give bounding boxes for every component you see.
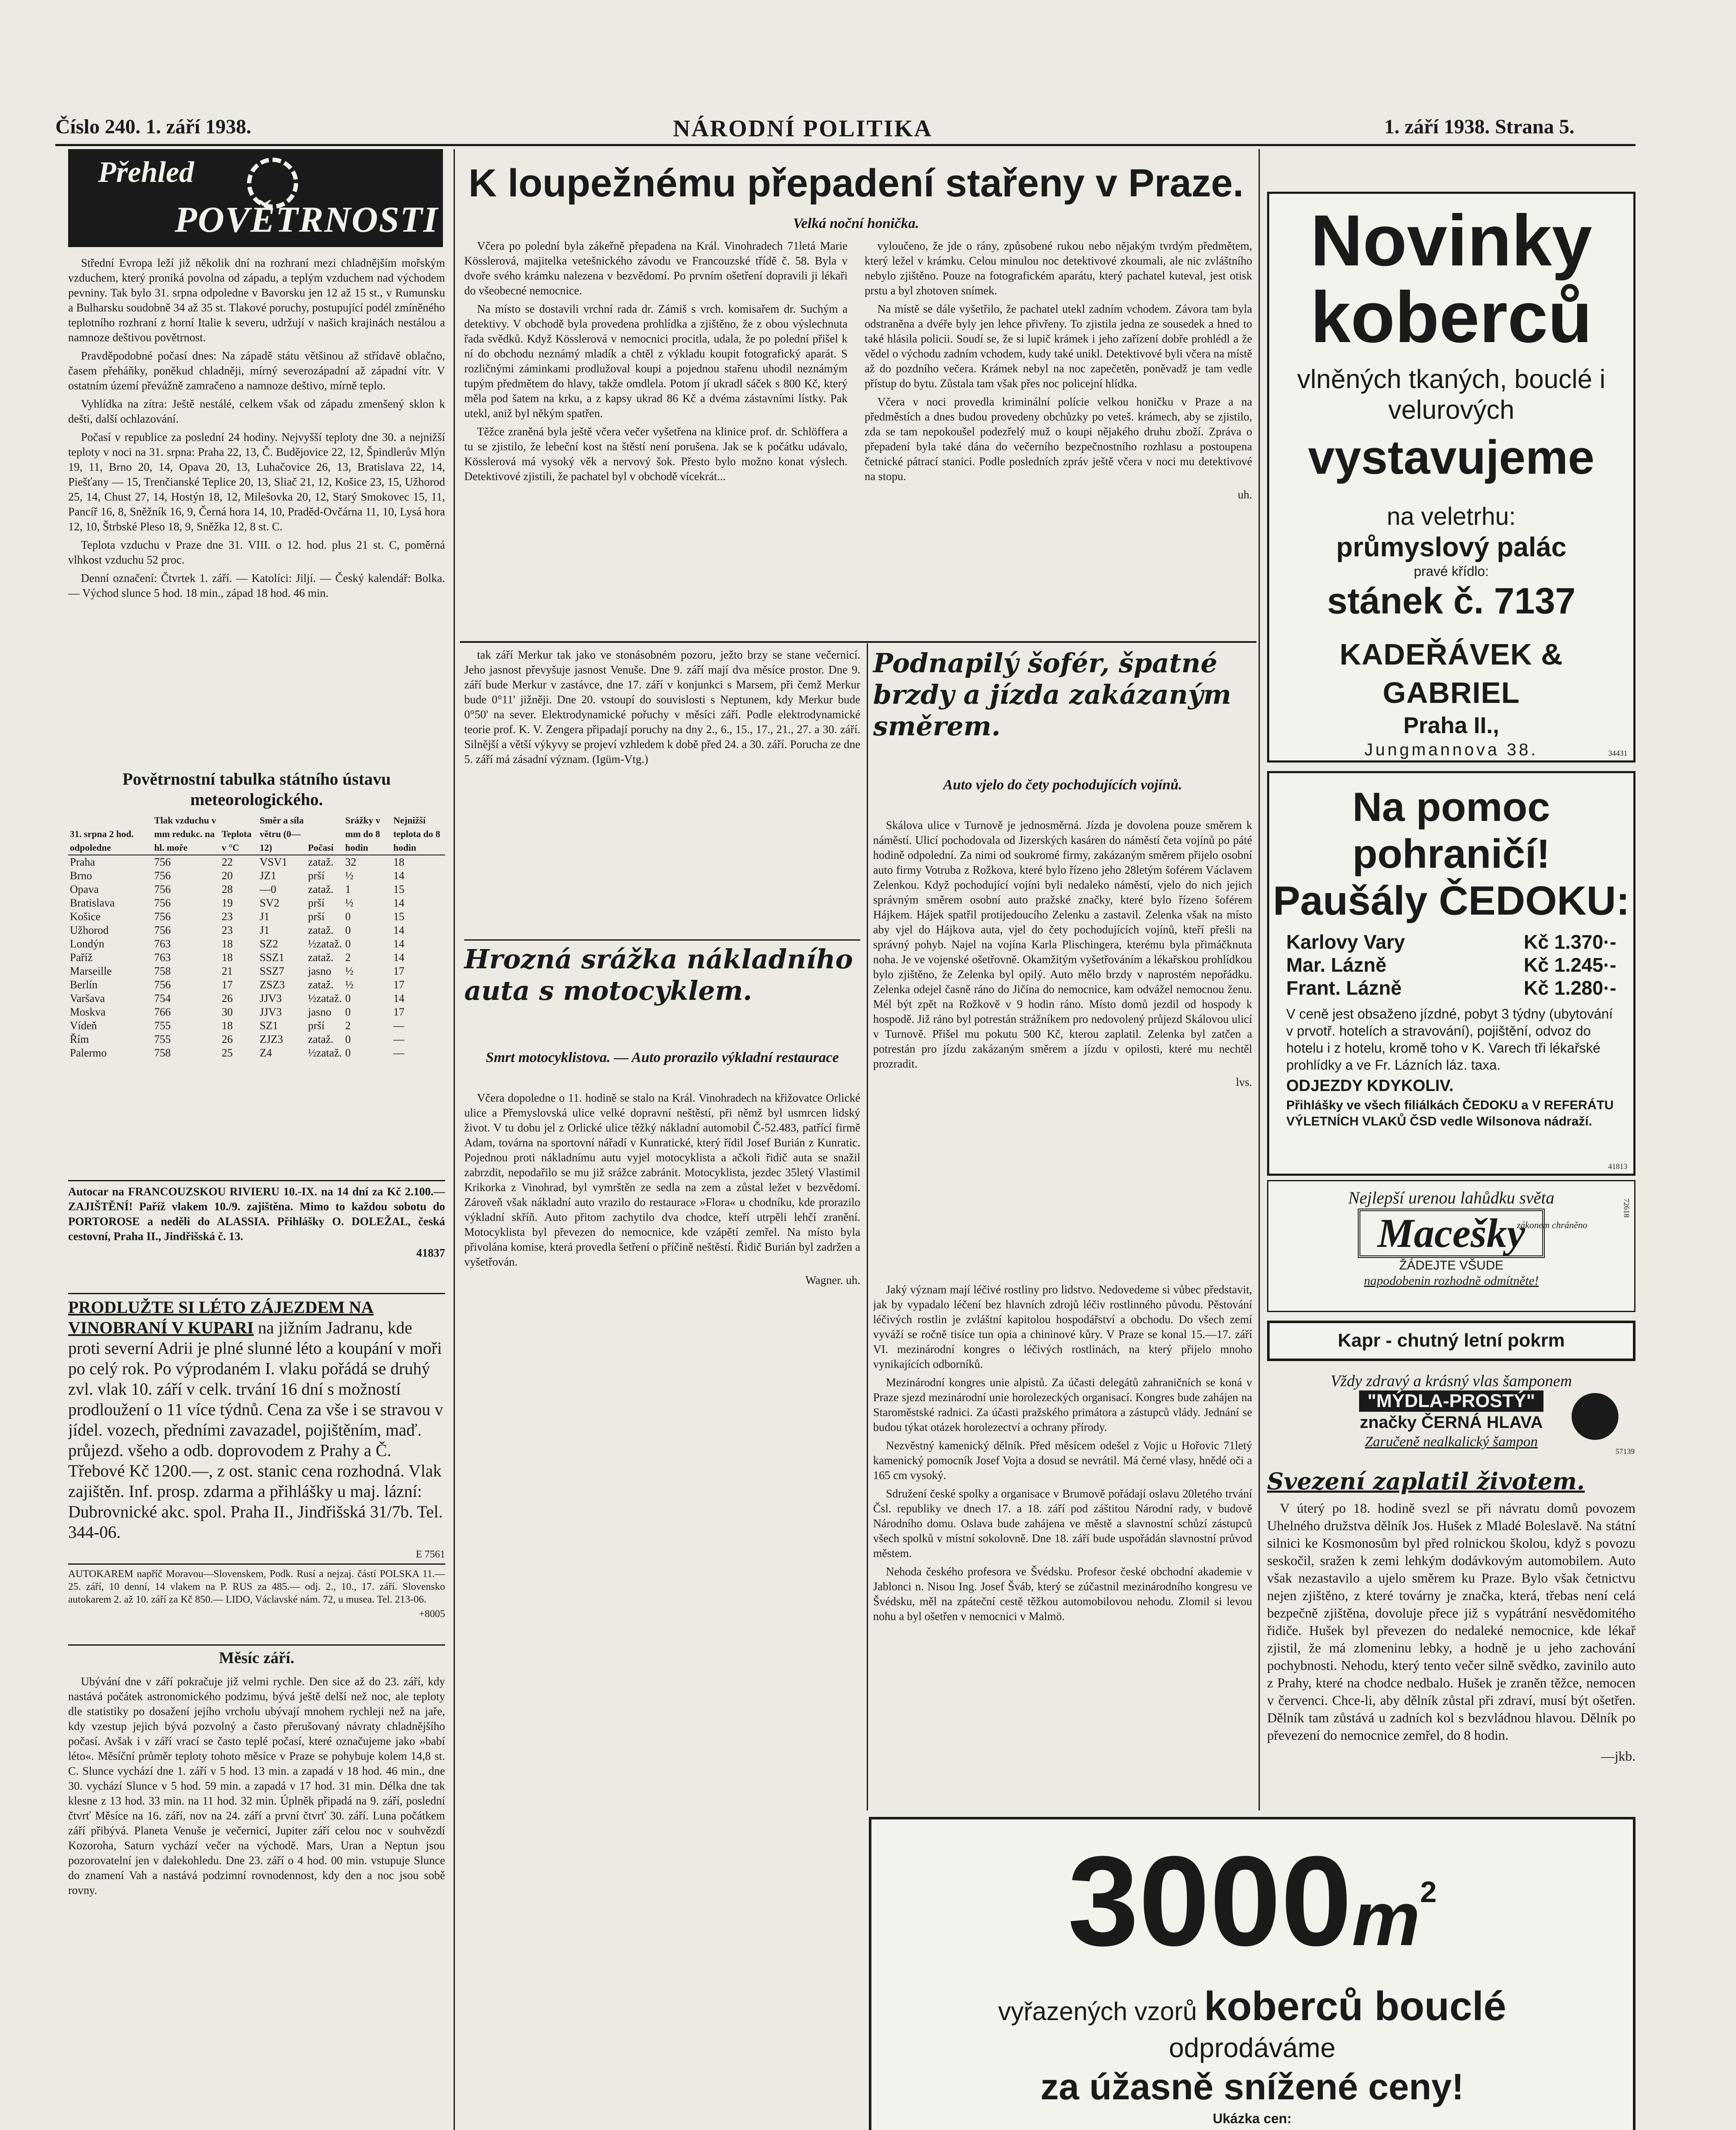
table-row <box>68 896 445 910</box>
price-row: Mar. Lázně Kč 1.245·- <box>1286 954 1616 976</box>
table-cell: 756 <box>154 979 171 991</box>
weather-table-wrap <box>68 814 445 1176</box>
table-cell: J1 <box>259 910 270 923</box>
table-row <box>68 992 445 1005</box>
table-row <box>68 924 445 937</box>
ad-carpet-big: $3000m^2$ <box>1067 1829 1437 1972</box>
ad-novinky-brand: KADEŘÁVEK & GABRIEL <box>1339 638 1563 709</box>
table-cell: 763 <box>154 951 171 964</box>
ad-riviera: Autocar na FRANCOUZSKOU RIVIERU 10.-IX. na 14 dní za Kč 2.100.— ZAJIŠTĚNÍ! Paříž vlakem 10./9. zajištěna. Mimo to každou sobotu do PORTOROSE a neděli do ALASSIA. Přihlášky O. DOLEŽAL, česká cestovní, Praha II., Jindřišská č. 13. 41837 <box>68 1185 445 1259</box>
brief-item: Nezvěstný kamenický dělník. Před měsícem odešel z Vojic u Hořovic 71letý kamenický pomocník Josef Vojta a dosud se nevrátil. Má černé vlasy, hnědé oči a 165 cm vysoký. <box>873 1439 1252 1482</box>
ad-cedok-prices <box>1286 930 1616 999</box>
ad-novinky-line: koberců <box>1310 277 1592 358</box>
column-rule <box>867 643 868 1810</box>
table-row <box>68 1005 445 1019</box>
ad-kapr-text: Kapr - chutný letní pokrm <box>1338 1330 1565 1351</box>
table-cell: 18 <box>221 938 233 950</box>
table-cell: 0 <box>345 1033 351 1045</box>
table-cell: 758 <box>154 965 171 977</box>
table-cell: 754 <box>154 992 171 1005</box>
table-cell-city: Varšava <box>70 992 105 1005</box>
ad-macesky <box>1267 1180 1635 1312</box>
weather-table-title: Povětrnostní tabulka státního ústavu meteorologického. <box>122 769 391 809</box>
table-cell: 26 <box>221 992 233 1005</box>
robbery-subtitle: Velká noční honička. <box>793 216 919 231</box>
divider <box>68 1180 445 1181</box>
table-cell: J1 <box>259 924 270 936</box>
table-cell-city: Vídeň <box>70 1019 97 1032</box>
ad-novinky-koberci <box>1267 192 1635 763</box>
ad-macesky-line: ŽÁDEJTE VŠUDE <box>1399 1258 1504 1272</box>
ad-macesky-line: Nejlepší urenou lahůdku světa <box>1348 1188 1555 1207</box>
table-cell: SZ1 <box>259 1019 279 1032</box>
table-cell: 766 <box>154 1006 171 1018</box>
table-cell: 17 <box>393 965 405 977</box>
price-row: Frant. Lázně Kč 1.280·- <box>1286 977 1616 999</box>
weather-banner <box>68 149 443 247</box>
planets-article: tak září Merkur tak jako ve stonásobném pozoru, ježto brzy se stane večernicí. Jeho jasnost převyšuje jasnost Venuše. Dne 9. září mají dva měsíce prostor. Dne 9. září bude Merkur v zastávce, dne 17. září v konjunkci s Marsem, při čemž Merkur bude 0°11' jižněji. Dne 20. vstoupí do souvislosti s Neptunem, kdy Merkur bude 0°50' na sever. Elektrodynamické pořuchy v měsíci září. Podle elektrodynamické teorie prof. K. V. Zengera připadají poruchy na dny 2., 6., 15., 17., 21., 27. a 30. září. Silnější a větší výkyvy se projeví vzhledem k době před 24. a 30. září. Porucha ze dne 5. září má zásadní význam. (Igüm-Vtg.) <box>464 648 860 766</box>
table-cell: JJV3 <box>259 992 282 1005</box>
driver-title: Podnapilý šofér, špatné brzdy a jízda zakázaným směrem. <box>873 648 1231 742</box>
table-cell: ½zataž. <box>308 938 342 950</box>
table-row <box>68 937 445 951</box>
ad-carpet-line: vyřazených vzorů koberců bouclé <box>998 1983 1506 2029</box>
table-cell: 22 <box>221 856 233 868</box>
table-cell: SSZ1 <box>259 951 285 964</box>
column-header: Srážky v mm do 8 hodin <box>343 814 391 855</box>
brief-item: Mezinárodní kongres unie alpistů. Za účasti delegátů zahraničních se koná v Praze sjezd mezinárodní unie horolezeckých organisací. Kongres bude zahájen na Staroměstské radnici. Za účasti pražského primátora a zástupců vlády. Jednání se budou týkat otázek horolezectví a ochrany přírody. <box>873 1376 1252 1433</box>
month-title: Měsíc září. <box>218 1649 295 1667</box>
brief-item: Nehoda českého profesora ve Švédsku. Profesor české obchodní akademie v Jablonci n. Nisou Ing. Josef Šváb, který se zúčastnil mezinárodního kongresu ve Švédsku, měl na zpáteční cestě těžkou automobilovou nehodu. Zlomil si levou nohu a byl ošetřen v nemocnici v Malmö. <box>873 1565 1252 1623</box>
table-cell-city: Paříž <box>70 951 93 964</box>
weather-paragraph: Teplota vzduchu v Praze dne 31. VIII. o 12. hod. plus 21 st. C, poměrná vlhkost vzduchu 52 proc. <box>68 538 445 566</box>
ad-novinky-line: průmyslový palác <box>1336 532 1566 562</box>
table-cell-city: Marseille <box>70 965 112 977</box>
table-cell: prší <box>308 1019 325 1032</box>
table-cell: 19 <box>221 897 233 909</box>
brief-item: Jaký význam mají léčivé rostliny pro lidstvo. Nedovedeme si vůbec představit, jak by vypadalo léčení bez hlavních zdrojů léčiv rostlinného původu. Pěstování léčivých rostlin je zvláštní kapitolou hospodářství a obchodu. Do všech zemí vyváží se ročně tisíce tun opia a chininové kůry. V Praze se konal 15.—17. září VI. mezinárodní kongres o léčivých rostlinách, na který přijelo mnoho vynikajících odborníků. <box>873 1283 1252 1370</box>
weather-paragraph: Počasí v republice za poslední 24 hodiny. Nejvyšší teploty dne 30. a nejnižší teploty v noci na 31. srpna: Praha 22, 13, Č. Budějovice 22, 12, Špindlerův Mlýn 19, 11, Brno 20, 14, Opava 20, 13, Luhačovice 26, 13, Bratislava 22, 14, Piešťany — 15, Trenčianské Teplice 20, 13, Sliač 21, 12, Košice 23, 15, Užhorod 25, 14, Chust 27, 14, Hostýn 18, 12, Milešovka 20, 12, Starý Smokovec 15, 11, Pancíř 16, 8, Sněžník 16, 9, Černá hora 14, 10, Praděd-Ovčárna 11, 10, Lysá hora 12, 10, Štrbské Pleso 18, 9, Sněžka 12, 8 st. C. <box>68 431 445 533</box>
weather-banner-small: Přehled <box>98 156 194 189</box>
ad-mydlo-line: značky ČERNÁ HLAVA <box>1359 1413 1543 1432</box>
moto-title: Hrozná srážka nákladního auta s motocyklem. <box>464 944 853 1006</box>
brief-item: Sdružení české spolky a organisace v Brumově pořádají oslavu 20letého trvání Čsl. republiky ve dnech 17. a 18. září pod záštitou Národní rady, v budově Národního domu. Oslava bude zahájena ve městě a slavnostní schůzí zástupců všech spolků v místní sokolovně. Dne 18. září bude uspořádán slavnostní průvod městem. <box>873 1487 1252 1560</box>
table-cell: jasno <box>308 1006 331 1018</box>
ad-macesky-line: napodobenin rozhodně odmítněte! <box>1364 1274 1539 1288</box>
table-cell: 0 <box>345 1006 351 1018</box>
table-cell: ½zataž. <box>308 992 342 1005</box>
ad-autokarem: AUTOKAREM napříč Moravou—Slovenskem, Podk. Rusí a nejzaj. částí POLSKA 11.—25. září, 10 denní, 14 vlakem na P. RUS za 485.— odj. 2., 10., 17. září. Slovensko autokarem 2. až 10. září za Kč 850.— LIDO, Václavské nám. 72, u musea. Tel. 213-06. +8005 <box>68 1569 445 1620</box>
table-cell: 2 <box>345 1019 351 1032</box>
divider <box>464 939 860 941</box>
divider <box>460 641 1256 643</box>
ad-code: 41813 <box>1608 1162 1627 1171</box>
table-cell: 14 <box>393 992 405 1005</box>
ad-novinky-line: Praha II., <box>1403 713 1500 738</box>
table-cell: 756 <box>154 910 171 923</box>
briefs <box>873 1282 1252 1815</box>
table-cell: 755 <box>154 1033 171 1045</box>
table-cell: SZ2 <box>259 938 279 950</box>
weather-paragraph: Pravděpodobné počasí dnes: Na západě státu většinou až střídavě oblačno, časem přeháňky, poněkud chladněji, mírný severozápadní až západní vítr. V ostatním území převážně zamračeno a namnoze deštivo, mírně teplo. <box>68 349 445 392</box>
table-cell-city: Bratislava <box>70 897 115 909</box>
table-cell: 17 <box>393 1006 405 1018</box>
table-cell: 17 <box>393 979 405 991</box>
table-cell: ½ <box>345 897 354 909</box>
table-cell: prší <box>308 897 325 909</box>
column-rule <box>1259 149 1260 1810</box>
ad-carpet-sale <box>869 1817 1635 2130</box>
table-cell: 32 <box>345 856 356 868</box>
weather-table-header <box>68 814 445 855</box>
table-cell-city: Košice <box>70 910 101 923</box>
table-row <box>68 964 445 978</box>
table-cell-city: Praha <box>70 856 95 868</box>
table-row <box>68 1046 445 1060</box>
table-cell: — <box>393 1019 405 1032</box>
table-cell: 15 <box>393 910 405 923</box>
ad-macesky-protected: zákonem chráněno <box>1517 1220 1587 1230</box>
table-cell: —0 <box>259 883 276 895</box>
table-cell: 14 <box>393 938 405 950</box>
weather-table-body <box>68 855 445 1060</box>
table-row <box>68 910 445 924</box>
ad-novinky-line: vlněných tkaných, bouclé i velurových <box>1297 365 1606 425</box>
table-cell: 0 <box>345 1047 351 1059</box>
table-cell: 26 <box>221 1033 233 1045</box>
ad-novinky-line: vystavujeme <box>1308 431 1595 484</box>
table-cell: 15 <box>393 883 405 895</box>
table-cell: SV2 <box>259 897 279 909</box>
robbery-col-2: vyloučeno, že jde o rány, způsobené rukou nebo nějakým tvrdým předmětem, který ležel v krámku. Celou minulou noc detektivové zkoumali, ale nic zvláštního nebylo zjištěno. Pouze na fotografickém aparátu, který pachatel kuteval, jest otisk prstu a byl zhotoven snímek. Na místě se dále vyšetřilo, že pachatel utekl zadním vchodem. Závora tam byla odstraněna a dvéře byly jen lehce přivřeny. To zjistila jedna ze sousedek a hned to také hlásila policii. Soudí se, že si lupič krámek i jeho zařízení dobře prohlédl a že vědel o východu zadním vchodem, kudy také unikl. Detektivové byli včera na místě až do pozdního večera. Krámek nebyl na noc zapečetěn, poněvadž je tam vedle přístup do bytu. Zůstala tam však přes noc policejní hlídka. Včera v noci provedla kriminální polície velkou honičku v Praze a na předměstích a dnes budou provedeny obchůzky po veteš. krámech, aby se zjistilo, zda se tam nepokoušel podezřelý muž o koupi nějakého druhu zboží. Zpráva o přepadení byla také dána do večerního bezpečnostního rozhlasu a postoupena četnické pátrací stanici. Podle posledních zpráv ještě včera v noci mu detektivové na stopu. uh. <box>865 239 1252 501</box>
divider <box>68 1644 445 1646</box>
table-cell: ZSZ3 <box>259 979 285 991</box>
table-cell: 25 <box>221 1047 233 1059</box>
table-cell: 14 <box>393 869 405 882</box>
ad-kapr <box>1267 1321 1635 1361</box>
table-cell: SSZ7 <box>259 965 285 977</box>
column-header: Teplota v °C <box>220 814 258 855</box>
table-cell-city: Berlín <box>70 979 98 991</box>
table-cell: 23 <box>221 924 233 936</box>
ad-cedok-text: V ceně jest obsaženo jízdné, pobyt 3 týdny (ubytování v prvotř. hotelích a stravování), pojištění, odvoz do hotelu i z hotelu, kromě toho v K. Varech tři lékařské prohlídky a ve Fr. Lázních láz. taxa. <box>1286 1006 1613 1073</box>
moto-article: Včera dopoledne o 11. hodině se stalo na Král. Vinohradech na křižovatce Orlické ulice a Přemyslovská ulice velké dopravní neštěstí, při němž byl usmrcen lidský život. V tu dobu jel z Orlické ulice těžký nákladní automobil Č-52.483, patřící firmě Adam, továrna na sportovní nářadí v Kunratické, který řídil Josef Burián z Kunratic. Pojednou proti nákladnímu autu vyjel motocyklista a ačkoli řidič auta se snažil zabrzdit, nepodařilo se mu již srážce zabránit. Motocyklista, jezdec 35letý Vlastimil Krikorka z Vinohrad, byl vymrštěn ze sedla na zem a zůstal ležet v bezvědomí. Zároveň však nákladní auto vrazilo do restaurace »Flora« u chodníku, kde prorazilo výkladní skříň. Auto přitom zachytilo dva chodce, kteří utrpěli lehčí zranění. Motocyklista byl převezen do nemocnice, kde vzápětí zemřel. Na místo byla přivolána komise, která provedla šetření o příčině neštěstí. Řidič Burián byl zadržen a vyšetřován. Wagner. uh. <box>464 1091 860 1287</box>
table-cell: 756 <box>154 924 171 936</box>
ad-novinky-line: stánek č. 7137 <box>1327 581 1576 622</box>
table-cell: JJV3 <box>259 1006 282 1018</box>
table-cell: zataž. <box>308 979 333 991</box>
table-cell: JZ1 <box>259 869 276 882</box>
table-row <box>68 883 445 896</box>
weather-report <box>68 256 445 758</box>
table-cell: ½zataž. <box>308 1047 342 1059</box>
ad-novinky-line: Jungmannova 38. <box>1364 740 1538 759</box>
table-cell: ½ <box>345 869 354 882</box>
table-row <box>68 855 445 869</box>
ad-novinky-line: pravé křídlo: <box>1414 564 1489 579</box>
table-cell: 21 <box>221 965 233 977</box>
weather-paragraph: Vyhlídka na zítra: Ještě nestálé, celkem však od západu zmenšený sklon k dešti, další ochlazování. <box>68 397 445 425</box>
ad-code: 57139 <box>1615 1447 1635 1456</box>
robbery-col-1: Včera po polední byla zákeřně přepadena na Král. Vinohradech 71letá Marie Kösslerová, majitelka vetešnického závodu ve Francouzské třídě č. 58. Byla v dvoře svého krámku nalezena v bezvědomí. Po prvním ošetření dopravili ji lékaři do všeobecné nemocnice. Na místo se dostavili vrchní rada dr. Zámiš s vrch. komisařem dr. Suchým a detektivy. V obchodě byla provedena prohlídka a zjištěno, že z obou výslechnuta řada svědků. Když Kösslerová v nemocnici procitla, udala, že po polední přišel k ní do obchodu neznámý mladík a chtěl z výkladu koupit fotografický aparát. S rozličnými záminkami prodlužoval koupi a pojednou stařenu uhodil neznámým tupým předmětem do hlavy, takže omdlela. Potom jí ukradl sáček s 800 Kč, který měla pod šatem na krku, a z kapsy ukrad 86 Kč a dvéma zástavními lístky. Pak utekl, aniž byl někým spatřen. Těžce zraněná byla ještě včera večer vyšetřena na klinice prof. dr. Schlöffera a tu se zjistilo, že lebeční kost na štěstí není porušena. Jak se k počátku udávalo, Kösslerová má vysoký věk a nervový šok. Přesto bylo možno konat výslech. Detektivové zjistili, že pachatel byl v obchodě vícekrát... <box>464 239 848 483</box>
table-cell: VSV1 <box>259 856 287 868</box>
table-cell: 14 <box>393 951 405 964</box>
table-cell: zataž. <box>308 924 333 936</box>
table-cell: prší <box>308 869 325 882</box>
divider <box>68 1293 445 1294</box>
price-row: Karlovy Vary Kč 1.370·- <box>1286 931 1616 953</box>
table-cell-city: Brno <box>70 869 92 882</box>
ad-mydlo <box>1267 1372 1635 1457</box>
table-cell: 756 <box>154 883 171 895</box>
ad-mydlo-brand: "MÝDLA-PROSTÝ" <box>1359 1390 1544 1412</box>
table-row <box>68 978 445 992</box>
ad-macesky-brand: Macešky <box>1358 1209 1545 1258</box>
table-cell: Z4 <box>259 1047 272 1059</box>
ad-code: E 7561 <box>416 1549 445 1560</box>
table-cell: 14 <box>393 924 405 936</box>
table-cell-city: Palermo <box>70 1047 107 1059</box>
ad-cedok <box>1267 771 1635 1176</box>
ad-cedok-title: Na pomoc pohraničí! <box>1352 784 1550 877</box>
table-cell: 18 <box>221 951 233 964</box>
driver-subtitle: Auto vjelo do čety pochodujících vojínů. <box>943 777 1182 793</box>
ad-carpet-line: odprodáváme <box>1169 2032 1336 2063</box>
ad-vinobrani <box>68 1297 445 1561</box>
weather-table-date: 31. srpna 2 hod. odpoledne <box>68 814 152 855</box>
table-cell: ½ <box>345 965 354 977</box>
table-row <box>68 869 445 883</box>
table-cell: 30 <box>221 1006 233 1018</box>
header-rule <box>55 144 1635 146</box>
ad-mydlo-line: Vždy zdravý a krásný vlas šamponem <box>1331 1372 1572 1390</box>
table-cell: 23 <box>221 910 233 923</box>
table-cell: 28 <box>221 883 233 895</box>
masthead: NÁRODNÍ POLITIKA <box>673 115 933 142</box>
table-cell: 20 <box>221 869 233 882</box>
ad-cedok-departures: ODJEZDY KDYKOLIV. <box>1286 1077 1454 1095</box>
ad-carpet-line: Ukázka cen: <box>1213 2111 1292 2126</box>
column-header: Počasí <box>306 814 343 855</box>
weather-paragraph: Denní označení: Čtvrtek 1. září. — Katolíci: Jiljí. — Český kalendář: Bolka. — Východ slunce 5 hod. 18 min., západ 18 hod. 46 min. <box>68 572 445 599</box>
table-row <box>68 1033 445 1046</box>
table-cell: jasno <box>308 965 331 977</box>
table-cell: prší <box>308 910 325 923</box>
divider <box>68 1563 445 1565</box>
table-cell: — <box>393 1047 405 1059</box>
table-cell-city: Londýn <box>70 938 104 950</box>
table-cell: ZJZ3 <box>259 1033 283 1045</box>
table-cell: 18 <box>221 1019 233 1032</box>
table-cell-city: Užhorod <box>70 924 109 936</box>
table-cell: 0 <box>345 938 351 950</box>
column-header: Tlak vzduchu v mm redukc. na hl. moře <box>152 814 220 855</box>
weather-banner-title: POVĚTRNOSTI <box>175 199 439 240</box>
table-cell: 0 <box>345 910 351 923</box>
ad-carpet-line: za úžasně snížené ceny! <box>1040 2067 1464 2107</box>
table-cell: 18 <box>393 856 405 868</box>
table-cell: 756 <box>154 897 171 909</box>
table-row <box>68 1019 445 1033</box>
header-page-number: 1. září 1938. Strana 5. <box>1384 115 1575 138</box>
table-cell: 17 <box>221 979 233 991</box>
month-article <box>68 1674 445 2130</box>
table-cell-city: Moskva <box>70 1006 106 1018</box>
table-cell: zataž. <box>308 951 333 964</box>
svezeni-title: Svezení zaplatil životem. <box>1267 1468 1585 1495</box>
ad-novinky-line: Novinky <box>1310 200 1592 281</box>
header-issue-date: Číslo 240. 1. září 1938. <box>55 115 251 138</box>
table-cell-city: Řím <box>70 1033 89 1045</box>
ad-novinky-line: na veletrhu: <box>1386 503 1516 530</box>
weather-table <box>68 814 445 1060</box>
table-cell: 1 <box>345 883 351 895</box>
table-cell: 0 <box>345 992 351 1005</box>
table-cell: 14 <box>393 897 405 909</box>
column-header: Směr a síla větru (0—12) <box>258 814 306 855</box>
table-cell: zataž. <box>308 1033 333 1045</box>
ad-code: 72618 <box>1622 1198 1631 1218</box>
table-cell: 763 <box>154 938 171 950</box>
svezeni-article: V úterý po 18. hodině svezl se při návratu domů povozem Uhelného družstva dělník Jos. Hušek z Mladé Boleslavě. Na státní silnici ke Kosmonosům byl před rolnickou školou, když s povozu seskočil, sražen k zemi lehkým dodávkovým automobilem. Auto však nezastavilo a ujelo směrem ku Praze. Bylo však četnictvu nejen zjištěno, z které továrny je značka, která, třebas není celá bezpečně zjištěna, dovoluje přece již s vypátrání nesvědomitého řidiče. Hušek byl převezen do nedaleké nemocnice, kde lékař zjistil, že má zlomeninu lebky, a hodně je u jeho zachování pochybnosti. Nehodu, který tento večer silně svědko, zavinilo auto z Prahy, které na chodce nedbalo. Hušek je zraněn těžce, nemocen v červenci. Chce-li, aby dělník zůstal při zdraví, musí být ošetřen. Dělník tam zůstává u zadních kol s bezvládnou hlavou. Dělník po převezení do nemocnice zemřel, do 8 hodin. —jkb. <box>1267 1500 1635 1764</box>
robbery-title: K loupežnému přepadení stařeny v Praze. <box>468 161 1244 205</box>
ad-cedok-apply: Přihlášky ve všech filiálkách ČEDOKU a V REFERÁTU VÝLETNÍCH VLAKŮ ČSD vedle Wilsonova nádraží. <box>1286 1098 1614 1128</box>
ad-vinobrani-text: na jižním Jadranu, kde proti severní Adrii je plné slunné léto a koupání v moři po celý rok. Po výprodaném I. vlaku pořádá se druhý zvl. vlak 10. září v celk. trvání 16 dní s možností prodloužení o 11 více týdnů. Cena za vše i se stravou v jídel. vozech, předními zavazadel, pojištěním, maď. průjezd. všeho a odb. doprovodem z Prahy a Č. Třebové Kč 1200.—, z ost. stanic cena rozhodná. Vlak zajištěn. Inf. prosp. zdarma a přihlášky u maj. lázní: Dubrovnické akc. spol. Praha II., Jindřišská 31/7b. Tel. 344-06. <box>68 1318 443 1542</box>
moto-subtitle: Smrt motocyklistova. — Auto prorazilo výkladní restaurace <box>486 1050 839 1065</box>
table-cell: — <box>393 1033 405 1045</box>
table-cell: zataž. <box>308 856 333 868</box>
table-cell: 756 <box>154 869 171 882</box>
column-header: Nejnižší teplota do 8 hodin <box>391 814 445 855</box>
table-cell: 755 <box>154 1019 171 1032</box>
table-cell: 756 <box>154 856 171 868</box>
table-cell: 758 <box>154 1047 171 1059</box>
driver-article: Skálova ulice v Turnově je jednosměrná. Jízda je dovolena pouze směrem k náměstí. Ulicí pochodovala od Jizerských kasáren do náměstí četa vojínů po páté hodině odpolední. Za nimi od soukromé firmy, zakázaným směrem přijelo osobní auto firmy Votruba z Rožkova, které bylo řízeno jeho 28letým šoférem Václavem Zelenkou. Když pochodující vojíni byli nedaleko náměstí, vjelo do nich jejich správným směrem osobní auto pražské značky, které bylo řízeno šoférem Hájkem. Hájek spatřil protijedoucího Zelenku a zastavil. Zelenka však na místo aby vjel do Hájkova auta, vjel do čety pochodujících vojínů, kteří přešli na správný pohyb. Najel na vojína Karla Plischingera, kterému byla přimáčknuta noha. Je ve vojenské ošetřovně. Okamžitým vyšetřováním a lékařskou prohlídkou bylo zjištěno, že Zelenka byl opilý. Auto mělo brzdy v naprostém nepořádku. Zelenka odejel časně ráno do Jičína do nemocnice, kam odvážel nemocnou ženu. Mél být zpět na Rožkově v 9 hodin ráno. Místo domů jezdil od hospody k hospodě. Již ráno byl potrestán strážníkem pro nedovolený průjezd Skálovou ulicí v Turnově. Přišel mu pokutu 500 Kč, kterou zaplatil. Zelenka byl zatčen a potrestán pro jízdu zakázaným směrem a jízdu v opilosti, které mu nechtěl prozradit. lvs. <box>873 819 1252 1088</box>
ad-cedok-subtitle: Paušály ČEDOKU: <box>1273 878 1630 924</box>
ad-vinobrani-title: PRODLUŽTE SI LÉTO ZÁJEZDEM NA VINOBRANÍ V KUPARI <box>68 1298 374 1337</box>
table-row <box>68 951 445 964</box>
weather-paragraph: Střední Evropa leží již několik dní na rozhraní mezi chladnějším mořským vzduchem, který proniká povolna od západu, a teplým vzduchem nad východem pevniny. Tak bylo 31. srpna odpoledne v Bavorsku jen 12 až 15 st., v Rumunsku a Bulharsku soudobně 34 až 35 st. Tlakové poruchy, postupující podél zmíněného teplotního rozhraní z horní Italie k severu, udržují v našich krajinách nestálou a namnoze deštivou povětrnost. <box>68 256 445 344</box>
table-cell: ½ <box>345 979 354 991</box>
table-cell-city: Opava <box>70 883 99 895</box>
ad-code: 34431 <box>1608 749 1627 757</box>
column-rule <box>454 149 455 2130</box>
black-head-logo <box>1572 1393 1618 1440</box>
table-cell: 0 <box>345 924 351 936</box>
month-text: Ubývání dne v září pokračuje již velmi rychle. Den sice až do 23. září, kdy nastává počátek astronomického podzimu, bývá ještě delší než noc, ale teploty dle statistiky po dosažení jejího vrcholu ubývají mnohem rychleji než na jaře, kdy vzestup jejich bývá pozvolný a často přerušovaný návraty chladnějšího počasí. Avšak i v září vrací se často teplé počasí, které označujeme jako »babí léto«. Měsíční průměr teploty tohoto měsíce v Praze se pohybuje kolem 14,8 st. C. Slunce vychází dne 1. září v 5 hod. 13 min. a zapadá v 18 hod. 46 min., dne 30. vychází Slunce v 5 hod. 59 min. a zapadá v 17 hod. 31 min. Délka dne tak klesne z 13 hod. 33 min. na 11 hod. 32 min. Úplněk připadá na 9. září, poslední čtvrť Měsíce na 16. září, nov na 24. září a první čtvrť 30. září. Luna počátkem září přibývá. Planeta Venuše je večernicí, Jupiter září celou noc v souhvězdí Kozoroha, Saturn vychází večer na východě. Mars, Uran a Neptun jsou pozorovatelní jen v dalekohledu. Dne 23. září o 4 hod. 00 min. vstupuje Slunce do znamení Vah a nastává podzimní rovnodennost, kdy den a noc jsou sobě rovny. <box>68 1675 445 1897</box>
ad-mydlo-line: Zaručeně nealkalický šampon <box>1365 1434 1538 1450</box>
table-cell: zataž. <box>308 883 333 895</box>
table-cell: 2 <box>345 951 351 964</box>
